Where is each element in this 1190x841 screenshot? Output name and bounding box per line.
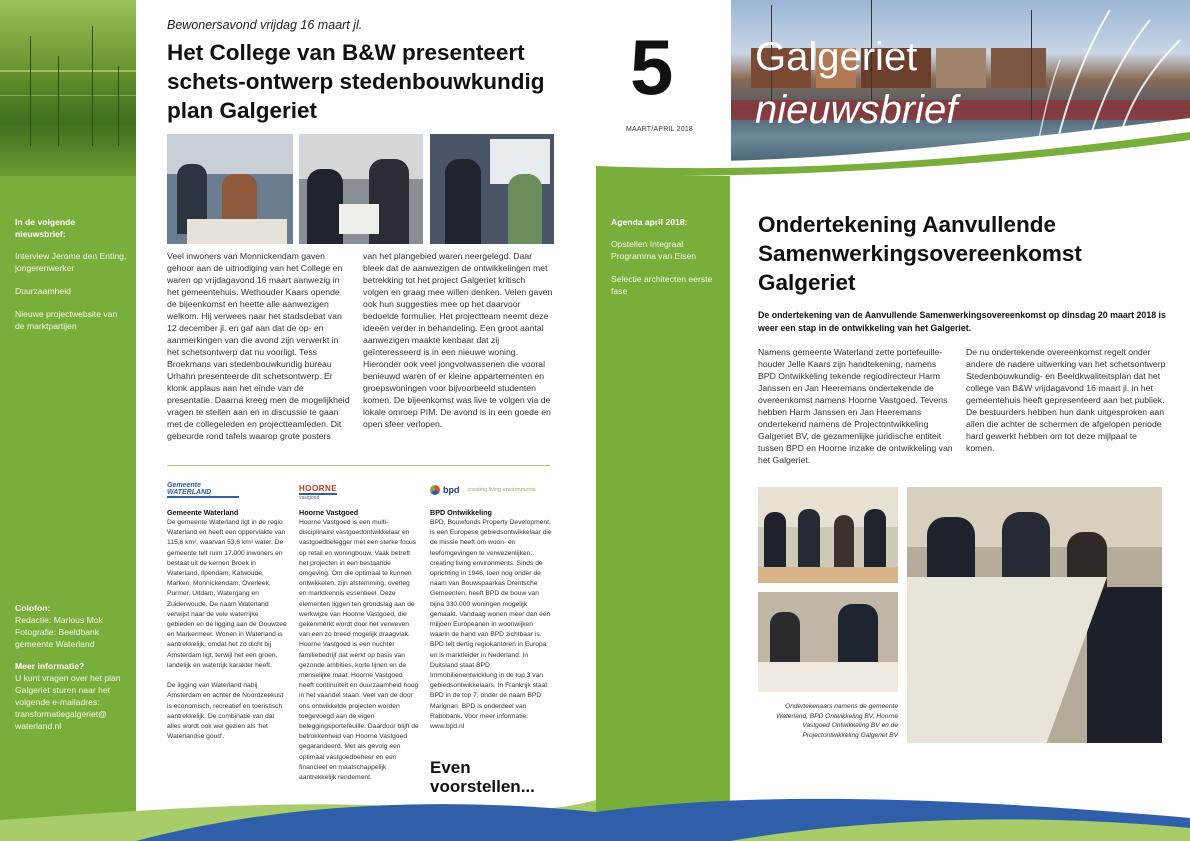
info-text: U kunt vragen over het plan Galgeriet sturen naar het volgende e-mailadres: transformatiegalgeriet@ waterland.nl [15,673,121,731]
agenda-item: Opstellen Integraal Programma van Eisen [611,239,697,261]
harbour-photo-left [0,0,136,176]
waterland-logo: Gemeente WATERLAND [167,482,239,498]
partner-title-hoorne: Hoorne Vastgoed [299,508,359,517]
next-issue-item: Nieuwe projectwebsite van de marktpartijen [15,309,118,331]
issue-date: MAART/APRIL 2018 [626,126,694,133]
next-issue-item: Interview Jerome den Enting, jongerenwerker [15,251,127,273]
bpd-logo-mark [430,485,440,495]
partner-text-hoorne: Hoorne Vastgoed is een multi-disciplinaire vastgoedontwikkelaar en vastgoedbelegger met een sterke focus op retail en woningbouw. Vaak betreft het projecten in een bestaande omgeving. Om die optimaal te kunnen ontwikkelen, zijn afstemming, overleg en marktkennis essentieel. Deze elementen liggen ten grondslag aan de werkwijze van Hoorne Vastgoed, die gekenmerkt wordt door het verweven van een zo breed mogelijk draagvlak. Hoorne Vastgoed is een nuchter familiebedrijf dat werkt op basis van gezonde ambities, korte lijnen en de menselijke maat. Hoorne Vastgoed heeft continuïteit en duurzaamheid hoog in het vaandel staan. Veel van de door ons ontwikkelde projecten worden toegevoegd aan de eigen beleggingsportefeuille. Daardoor blijft de betrokkenheid van Hoorne Vastgoed gegarandeerd. Met als gevolg een optimaal vastgoedbeheer en een financieel en maatschappelijk aantrekkelijk rendement. [299,519,419,782]
agenda-title: Agenda april 2018: [611,217,688,227]
newsletter-subtitle: nieuwsbrief [755,88,958,132]
signing-headline: Ondertekening Aanvullende Samenwerkingsovereenkomst Galgeriet [758,212,1082,295]
agenda-item: Selectie architecten eerste fase [611,274,713,296]
article-column-2: van het plangebied waren neergelegd. Daar bleek dat de aanwezigen de ontwikkelingen met betrekking tot het project Galgeriet kritisch volgen en graag mee willen denken. Velen gaven ook hun suggesties mee op het daarvoor bedoelde formulier. Het projectteam neemt deze ideeën verder in behandeling. Een groot aantal aanwezigen maakte kenbaar dat zij geïnteresseerd is in een nieuwe woning. Hieronder ook veel jongvolwassenen die vooral benieuwd waren of er kleine appartementen en groepswoningen voor bijvoorbeeld studenten komen. De bijeenkomst was live te volgen via de lokale omroep PIM. De avond is in een goede en open sfeer verlopen. [363,251,553,429]
partner-text-bpd: BPD, Bouwfonds Property Development, is een Europese gebiedsontwikkelaar die de missie heeft om woon- en leefomgevingen te verwezenlijken: creating living environments. Sinds de oprichting in 1946, toen nog onder de naam van Bouwspaarkas Drentsche Gemeenten, heeft BPD de bouw van bijna 330.000 woningen mogelijk gemaakt. Vandaag wonen meer dan één miljoen Europeanen in woonwijken waarin de hand van BPD zichtbaar is. BPD telt dertig regiokantoren in Europa en is marktleider in Nederland. In Duitsland staat BPD Immobilienentwicklung in de top 3 van gebiedsontwikkelaars. In Frankrijk staat BPD in de top 7, onder de naam BPD Marignan. BPD is onderdeel van Rabobank. Voor meer informatie: www.bpd.nl [430,519,552,731]
info-title: Meer informatie? [15,661,85,671]
colofon-block [15,602,128,732]
meeting-photo-2 [299,134,423,244]
next-issue-block [15,216,128,343]
photo-caption: Ondertekenaars namens de gemeente Waterland, BPD Ontwikkeling BV, Hoorne Vastgoed Ontwikkeling BV en de Projectontwikkeling Galgeriet BV [776,703,898,739]
article-kicker: Bewonersavond vrijdag 16 maart jl. [167,18,363,32]
next-issue-item: Duurzaamheid [15,286,71,296]
article-column-1: Veel inwoners van Monnickendam gaven gehoor aan de uitnodiging van het College en waren op vrijdagavond 16 maart aanwezig in het gemeentehuis. Wethouder Kaars opende de bijeenkomst en heette alle aanwezigen welkom. Hij verwees naar het stadsdebat van 12 december jl. en gaf aan dat de op- en aanmerkingen van die avond zijn verwerkt in het schetsontwerp dat nu voorligt. Tess Broekmans van stedenbouwkundig bureau Urhahn presenteerde dit schetsontwerp. Er klonk applaus aan het einde van de presentatie. Daarna kreeg men de mogelijkheid vragen te stellen aan en in discussie te gaan met de collegeleden en projectteamleden. Dit gebeurde rond tafels waarop grote posters [167,251,350,441]
hoorne-logo-text: HOORNE [299,484,338,493]
signing-table-photo-small [758,592,898,692]
partner-text-waterland: De gemeente Waterland ligt in de regio Waterland en heeft een oppervlakte van 115,6 km², waarvan 53,6 km² water. De gemeente telt ruim 17.000 inwoners en bestaat uit de kernen Broek in Waterland, Ilpendam, Katwoude, Marken, Monnickendam, Overleek, Purmer, Uitdam, Watergang en Zuiderwoude. De naam Waterland verwijst naar de vele waterrijke gebieden en de ligging aan de Gouwzee en Markermeer. Wonen in Waterland is aantrekkelijk, omdat het zo dicht bij Amsterdam ligt, terwijl het een groen, landelijk en waterrijk karakter heeft. De ligging van Waterland nabij Amsterdam en achter de Noordzeekust is economisch, recreatief en toeristisch aantrekkelijk. De combinatie van dat alles wordt ook wel gezien als 'het Waterlandse goud'. [167,519,287,741]
even-voorstellen-heading: Even voorstellen... [430,758,535,796]
bpd-logo-tagline: creating living environments [467,487,536,493]
agenda-block [611,216,722,308]
left-sidebar [0,0,136,841]
signing-table-photo-large [907,487,1162,743]
signing-column-1: Namens gemeente Waterland zette portefeuille-houder Jelle Kaars zijn handtekening, namens BPD Ontwikkeling tekende regiodirecteur Harm Janssen en Jan Heeremans ondertekende de overeenkomst namens Hoorne Vastgoed. Tevens hebben Harm Janssen en Jan Heeremans ondertekend namens de Projectontwikkeling Galgeriet BV, de gezamenlijke juridische entiteit tussen BPD en Hoorne inzake de ontwikkeling van het Galgeriet. [758,347,953,465]
colofon-line: Redactie: Marlous Mok [15,615,103,625]
signing-lead: De ondertekening van de Aanvullende Samenwerkingsovereenkomst op dinsdag 20 maart 2018 is weer een stap in de ontwikkeling van het Galgeriet. [758,310,1166,333]
bpd-logo-text: bpd [443,485,460,495]
article-headline: Het College van B&W presenteert schets-ontwerp stedenbouwkundig plan Galgeriet [167,40,545,123]
hoorne-logo-sub: vastgoed [299,495,320,501]
colofon-title: Colofon: [15,603,51,613]
hoorne-logo [299,484,337,500]
section-divider [167,465,550,466]
colofon-line: Fotografie: Beeldbank gemeente Waterland [15,627,100,649]
meeting-photo-1 [167,134,293,244]
partner-title-bpd: BPD Ontwikkeling [430,508,492,517]
meeting-photo-3 [430,134,554,244]
bpd-logo [430,482,536,498]
signing-column-2: De nu ondertekende overeenkomst regelt onder andere de nadere uitwerking van het schetsontwerp Stedenbouwkundig- en Beeldkwaliteitsplan dat het college van B&W vrijdagavond 16 maart jl. in het gemeentehuis heeft gepresenteerd aan het publiek. De bestuurders hebben hun dank uitgesproken aan allen die achter de schermen de afgelopen periode hard gewerkt hebben om tot deze mijlpaal te komen. [966,347,1166,453]
signing-group-photo [758,487,898,583]
issue-number: 5 [630,23,674,111]
bottom-wave [0,790,1190,841]
next-issue-title: In de volgende nieuwsbrief: [15,217,76,239]
partner-title-waterland: Gemeente Waterland [167,508,239,517]
newsletter-title: Galgeriet [755,35,918,79]
